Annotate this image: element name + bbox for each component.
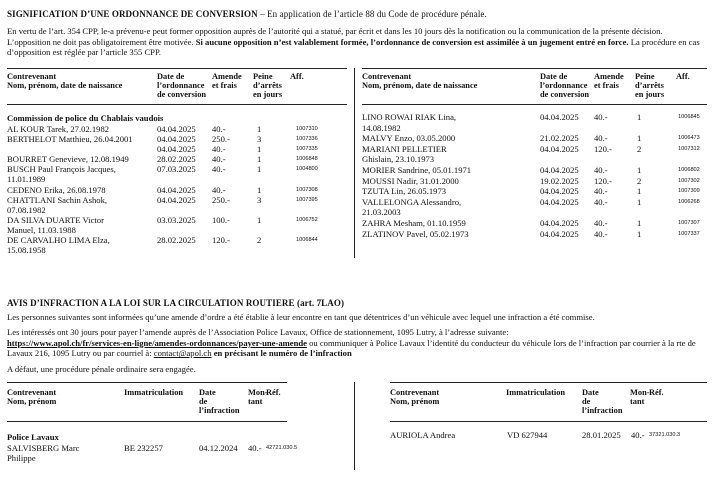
conversion-title-suffix: – En application de l’article 88 du Code de procédure pénale. [257,9,487,19]
header-amount: Mon- tant [248,388,268,407]
infraction-left-header [7,388,287,420]
conversion-intro-normal: En vertu de l’art. 354 CPP, le-a prévenu-e peut former opposition auprès de l’autorité qui a statué, par écrit et dans les 10 jours dès la notification ou la communication de la présente décision. L’opposition ne doit pas obligatoirement être motivée. [7,26,663,47]
table-row [7,164,347,184]
fine-amount: 40.- [212,184,226,195]
infraction-date: 04.12.2024 [199,443,238,453]
conversion-title: SIGNIFICATION D’UNE ORDONNANCE DE CONVERSION [7,9,258,19]
case-ref: 1006844 [296,237,318,244]
order-date: 28.02.2025 [157,235,196,246]
case-ref: 1007310 [296,126,318,132]
conversion-right-header-rule [362,104,707,105]
arrest-days: 1 [637,112,642,122]
case-ref: 1007335 [296,146,318,153]
fine-amount: 40.- [594,112,608,122]
case-ref: 1007395 [296,196,318,203]
payment-url-link[interactable]: https://www.apol.ch/fr/services-en-ligne/amendes-ordonnances/payer-une-amende [7,337,307,348]
fine-amount: 120.- [594,175,612,186]
case-ref: 1004800 [296,166,318,173]
plate-number: BE 232257 [124,443,163,453]
infraction-section-title: AVIS D’INFRACTION A LA LOI SUR LA CIRCULATION ROUTIERE (art. 7LAO) [7,298,345,308]
order-date: 19.02.2025 [540,175,579,186]
fine-amount: 120.- [594,143,612,154]
table-row [7,185,347,195]
order-date: 03.03.2025 [157,214,196,225]
infraction-ref: 42721.030.5 [266,445,298,451]
header-days: Peine d’arrêts en jours [635,72,665,100]
offender-name: ZLATINOV Pavel, 05.02.1973 [362,228,469,239]
table-row [390,430,707,440]
arrest-days: 3 [257,134,262,145]
case-ref: 1006268 [678,198,700,205]
header-name: Contrevenant Nom, prénom, date de naissance [7,72,123,91]
infraction-paragraph-3: A défaut, une procédure pénale ordinaire sera engagée. [7,364,196,374]
table-row [362,186,707,197]
table-row [7,124,347,134]
case-ref: 1007307 [678,220,700,226]
header-days: Peine d’arrêts en jours [253,72,283,100]
table-row [7,144,347,154]
order-date: 04.04.2025 [157,124,196,134]
table-row [7,154,347,164]
table-row [7,235,347,255]
arrest-days: 1 [257,144,262,155]
case-ref: 1007336 [296,136,318,143]
header-ref: Aff. [290,72,304,81]
case-ref: 1006473 [678,135,700,142]
infraction-p2-intro: Les intéressés ont 30 jours pour payer l’amende auprès de l’Association Police Lavaux, Office de stationnement, 1095 Lutry, à l’adresse suivante: [7,327,509,337]
arrest-days: 1 [257,124,262,134]
table-row [362,144,707,165]
conversion-right-top-rule [362,68,707,69]
arrest-days: 1 [257,154,262,165]
infraction-date: 28.01.2025 [582,430,621,440]
offender-name: CEDENO Erika, 26.08.1978 [7,184,106,195]
table-row [362,165,707,176]
fine-amount: 40.- [594,196,608,207]
table-row [362,176,707,187]
arrest-days: 1 [257,164,262,175]
conversion-section-title [7,9,707,19]
header-fine: Amende et frais [594,72,624,91]
order-date: 28.02.2025 [157,154,196,165]
order-date: 21.02.2025 [540,133,579,144]
amount: 40.- [631,430,645,440]
conversion-intro-bold: Si aucune opposition n’est valablement formée, l’ordonnance de conversion est assimilée à un jugement entré en force. [195,36,629,47]
header-amount: Mon- tant [630,388,650,407]
offender-name: MALVY Enzo, 03.05.2000 [362,133,456,144]
fine-amount: 40.- [594,165,608,175]
infraction-p2-end: en précisant le numéro de l’infraction [211,348,352,359]
case-ref: 1007309 [678,188,700,195]
order-date: 04.04.2025 [540,143,579,154]
contact-email-link[interactable]: contact@apol.ch [153,348,212,359]
conversion-intro-end: La procédure en cas d’opposition est réglée par l’article 355 CPP. [7,36,700,58]
infraction-paragraph-1: Les personnes suivantes sont informées qu’une amende d’ordre a été établie à leur encontre en tant que détentrices d’un véhicule avec lequel une infraction a été commise. [7,312,595,322]
order-date: 04.04.2025 [540,218,579,228]
infraction-left-header-rule [7,421,287,422]
offender-name: BUSCH Paul François Jacques, 11.01.1989 [7,164,116,185]
fine-amount: 100.- [212,214,230,225]
offender-name: CHATTLANI Sachin Ashok, 07.08.1982 [7,194,108,215]
order-date: 04.04.2025 [540,186,579,197]
table-row [362,197,707,218]
order-date: 04.04.2025 [540,112,579,122]
header-date: Date de l’infraction [582,388,623,416]
header-ref: Aff. [676,72,690,81]
arrest-days: 2 [637,143,642,154]
offender-name: TZUTA Lin, 26.05.1973 [362,186,447,197]
fine-amount: 40.- [212,144,226,155]
infraction-ref: 37321.030.3 [649,432,681,438]
conversion-left-header [7,72,347,104]
table-row [7,215,347,235]
case-ref: 1006802 [678,167,700,173]
infraction-left-top-rule [7,382,287,383]
order-date: 04.04.2025 [540,165,579,175]
offender-name: MOUSSI Nadir, 31.01.2000 [362,175,459,186]
arrest-days: 2 [637,175,642,186]
order-date: 04.04.2025 [540,196,579,207]
header-ref: Réf. [266,388,281,397]
arrest-days: 1 [637,133,642,144]
fine-amount: 250.- [212,134,230,145]
header-name: Contrevenant Nom, prénom [7,388,57,407]
fine-amount: 250.- [212,194,230,205]
infraction-p2-body: ou communiquer à Police Lavaux l’identité du conducteur du véhicule lors de l’infraction par courrier à la rte de Lavaux 216, 1095 Lutry ou par courriel à: [7,337,696,359]
conversion-intro [7,26,707,58]
fine-amount: 40.- [212,124,226,134]
header-date: Date de l’ordonnance de conversion [540,72,590,100]
conversion-left-top-rule [7,68,347,69]
fine-amount: 40.- [594,133,608,144]
arrest-days: 1 [257,214,262,225]
offender-name: BOURRET Genevieve, 12.08.1949 [7,154,129,165]
amount: 40.- [248,443,262,453]
order-date: 04.04.2025 [157,144,196,155]
infraction-right-top-rule [390,382,707,383]
conversion-left-header-rule [7,104,347,105]
arrest-days: 1 [637,218,642,228]
case-ref: 1007308 [296,186,318,193]
infraction-right-header-rule [390,421,707,422]
arrest-days: 1 [637,165,642,175]
order-date: 07.03.2025 [157,164,196,175]
order-date: 04.04.2025 [540,228,579,239]
fine-amount: 40.- [212,154,226,165]
column-divider [354,68,355,258]
table-row [362,112,707,133]
fine-amount: 40.- [594,218,608,228]
fine-amount: 40.- [594,186,608,197]
infraction-right-header [390,388,707,420]
offender-name: DA SILVA DUARTE Victor Manuel, 11.03.1988 [7,214,104,235]
table-row [7,443,298,463]
table-row [7,195,347,215]
offender-name: MORIER Sandrine, 05.01.1971 [362,165,472,175]
header-name: Contrevenant Nom, prénom, date de naissance [362,72,478,91]
infraction-paragraph-2 [7,327,707,359]
arrest-days: 1 [637,228,642,239]
case-ref: 1006845 [678,114,700,120]
arrest-days: 1 [637,196,642,207]
table-row [7,134,347,144]
plate-number: VD 627944 [507,430,548,440]
header-plate: Immatriculation [124,388,184,397]
offender-name: BERTHELOT Matthieu, 26.04.2001 [7,134,133,145]
table-row [362,133,707,144]
arrest-days: 1 [637,186,642,197]
offender-name: VALLELONGA Alessandro, 21.03.2003 [362,196,462,218]
arrest-days: 2 [257,235,262,246]
offender-name: LINO ROWAI RIAK Lina, 14.08.1982 [362,112,457,133]
header-fine: Amende et frais [212,72,242,91]
fine-amount: 40.- [594,228,608,239]
offender-name: DE CARVALHO LIMA Elza, 15.08.1958 [7,235,110,256]
header-ref: Réf. [649,388,664,397]
conversion-left-group-title: Commission de police du Chablais vaudois [7,113,164,123]
header-date: Date de l’ordonnance de conversion [157,72,207,100]
infraction-column-divider [354,382,355,470]
table-row [362,229,707,240]
case-ref: 1007312 [678,145,700,152]
offender-name: AURIOLA Andrea [390,430,456,440]
infraction-left-group-title: Police Lavaux [7,432,59,442]
header-name: Contrevenant Nom, prénom [390,388,440,407]
offender-name: AL KOUR Tarek, 27.02.1982 [7,124,110,134]
offender-name: SALVISBERG Marc Philippe [7,443,80,463]
arrest-days: 3 [257,194,262,205]
case-ref: 1007302 [678,177,700,184]
fine-amount: 40.- [212,164,226,175]
case-ref: 1006752 [296,216,318,223]
table-row [362,218,707,229]
order-date: 04.04.2025 [157,134,196,145]
order-date: 04.04.2025 [157,194,196,205]
header-plate: Immatriculation [506,388,566,397]
arrest-days: 1 [257,184,262,195]
case-ref: 1007337 [678,230,700,237]
offender-name: MARIANI PELLETIER Ghislain, 23.10.1973 [362,143,447,165]
fine-amount: 120.- [212,235,230,246]
header-date: Date de l’infraction [199,388,240,416]
offender-name: ZAHRA Mesham, 01.10.1959 [362,218,466,228]
case-ref: 1006848 [296,156,318,163]
order-date: 04.04.2025 [157,184,196,195]
conversion-right-header [362,72,707,104]
